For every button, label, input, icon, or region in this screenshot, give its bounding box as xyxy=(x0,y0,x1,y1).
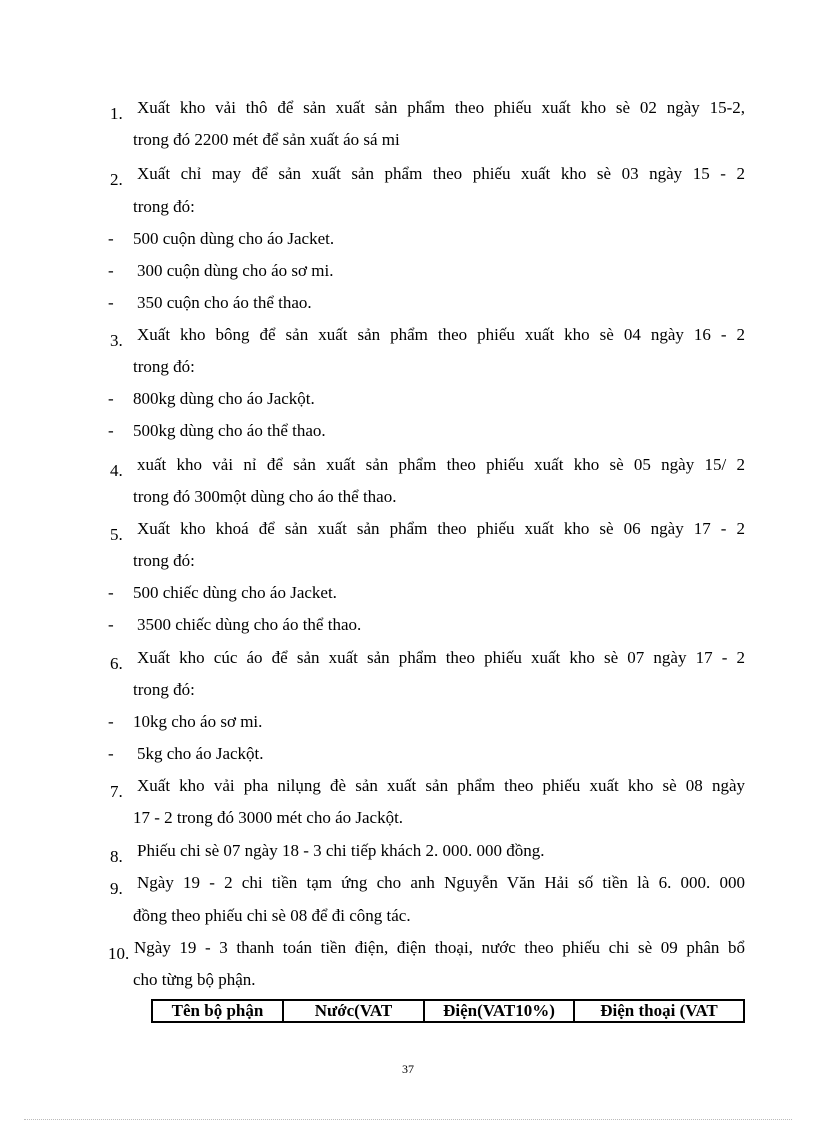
list-item-text: trong đó: xyxy=(133,357,195,376)
list-item-text: trong đó: xyxy=(133,680,195,699)
list-item-text: đồng theo phiếu chi sè 08 để đi công tác. xyxy=(133,906,411,925)
bullet-item-text: 3500 chiếc dùng cho áo thể thao. xyxy=(137,615,362,634)
bullet-item-text: 800kg dùng cho áo Jackột. xyxy=(133,389,315,408)
list-item-text: Xuất kho vải pha nilụng đè sản xuất sản phẩm theo phiếu xuất kho sè 08 ngày xyxy=(137,776,745,795)
bullet-dash: - xyxy=(108,389,114,408)
bullet-dash: - xyxy=(108,744,114,763)
list-item-text: Ngày 19 - 3 thanh toán tiền điện, điện thoại, nước theo phiếu chi sè 09 phân bổ xyxy=(134,938,745,957)
header-electricity: Điện(VAT10%) xyxy=(424,1000,574,1022)
list-item-text: Phiếu chi sè 07 ngày 18 - 3 chi tiếp khách 2. 000. 000 đồng. xyxy=(137,841,545,860)
page-number: 37 xyxy=(402,1062,414,1076)
department-cost-table xyxy=(151,999,745,1023)
bullet-dash: - xyxy=(108,712,114,731)
bullet-dash: - xyxy=(108,583,114,602)
list-item-text: Xuất kho vải thô để sản xuất sản phẩm theo phiếu xuất kho sè 02 ngày 15-2, xyxy=(137,98,745,117)
header-water: Nước(VAT xyxy=(283,1000,424,1022)
table-header-row xyxy=(152,1000,744,1022)
list-item-number: 7. xyxy=(110,782,123,801)
list-item-text: Xuất kho bông để sản xuất sản phẩm theo phiếu xuất kho sè 04 ngày 16 - 2 xyxy=(137,325,745,344)
list-item-number: 8. xyxy=(110,847,123,866)
list-item-text: Xuất chỉ may để sản xuất sản phẩm theo phiếu xuất kho sè 03 ngày 15 - 2 xyxy=(137,164,745,183)
page-bottom-rule xyxy=(24,1119,792,1120)
list-item-text: trong đó 2200 mét để sản xuất áo sá mi xyxy=(133,130,400,149)
list-item-number: 2. xyxy=(110,170,123,189)
list-item-number: 1. xyxy=(110,104,123,123)
list-item-text: 17 - 2 trong đó 3000 mét cho áo Jackột. xyxy=(133,808,404,827)
bullet-item-text: 500 cuộn dùng cho áo Jacket. xyxy=(133,229,335,248)
list-item-text: trong đó 300một dùng cho áo thể thao. xyxy=(133,487,397,506)
list-item-text: cho từng bộ phận. xyxy=(133,970,256,989)
list-item-text: Ngày 19 - 2 chi tiền tạm ứng cho anh Nguyễn Văn Hải số tiền là 6. 000. 000 xyxy=(137,873,745,892)
bullet-dash: - xyxy=(108,293,114,312)
list-item-text: trong đó: xyxy=(133,551,195,570)
header-telephone: Điện thoại (VAT xyxy=(574,1000,744,1022)
list-item-number: 5. xyxy=(110,525,123,544)
bullet-dash: - xyxy=(108,615,114,634)
bullet-dash: - xyxy=(108,229,114,248)
bullet-item-text: 10kg cho áo sơ mi. xyxy=(133,712,263,731)
bullet-item-text: 350 cuộn cho áo thể thao. xyxy=(137,293,312,312)
list-item-number: 9. xyxy=(110,879,123,898)
bullet-dash: - xyxy=(108,261,114,280)
bullet-item-text: 5kg cho áo Jackột. xyxy=(137,744,264,763)
list-item-text: Xuất kho khoá để sản xuất sản phẩm theo phiếu xuất kho sè 06 ngày 17 - 2 xyxy=(137,519,745,538)
bullet-item-text: 500kg dùng cho áo thể thao. xyxy=(133,421,326,440)
list-item-number: 6. xyxy=(110,654,123,673)
bullet-item-text: 500 chiếc dùng cho áo Jacket. xyxy=(133,583,337,602)
bullet-item-text: 300 cuộn dùng cho áo sơ mi. xyxy=(137,261,334,280)
bullet-dash: - xyxy=(108,421,114,440)
header-department: Tên bộ phận xyxy=(152,1000,283,1022)
list-item-text: xuất kho vải nỉ để sản xuất sản phẩm theo phiếu xuất kho sè 05 ngày 15/ 2 xyxy=(137,455,745,474)
list-item-text: trong đó: xyxy=(133,197,195,216)
list-item-text: Xuất kho cúc áo để sản xuất sản phẩm theo phiếu xuất kho sè 07 ngày 17 - 2 xyxy=(137,648,745,667)
list-item-number: 3. xyxy=(110,331,123,350)
list-item-number: 10. xyxy=(108,944,130,963)
list-item-number: 4. xyxy=(110,461,123,480)
